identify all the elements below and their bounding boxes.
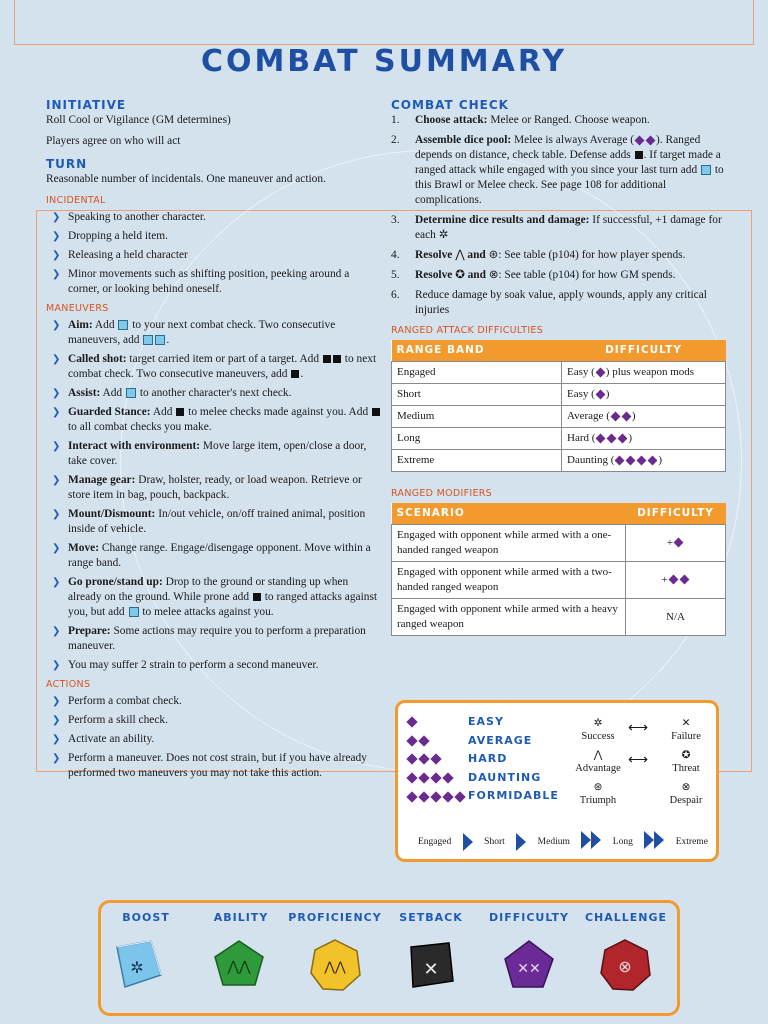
maneuver-name: Prepare: — [68, 625, 111, 637]
triumph-icon: ⊛ — [488, 249, 499, 261]
svg-text:✕: ✕ — [423, 959, 439, 979]
setback-die-icon — [403, 937, 459, 993]
range-label: Long — [612, 836, 633, 847]
difficulty-daunting: DAUNTING — [468, 770, 542, 784]
advantage-legend — [568, 749, 628, 775]
difficulty-cell: + — [626, 562, 726, 599]
maneuver-name: Interact with environment: — [68, 440, 201, 452]
difficulty-die-icon — [621, 412, 631, 422]
table-row — [392, 384, 726, 406]
difficulty-die-icon — [679, 575, 689, 585]
difficulty-cell: Hard ( ) — [562, 428, 726, 450]
list-item — [46, 439, 382, 469]
actions-heading: ACTIONS — [46, 679, 91, 690]
list-item: ❯ Perform a combat check. — [46, 694, 382, 709]
difficulty-die-icon — [418, 735, 429, 746]
range-band-cell: Extreme — [392, 450, 562, 472]
difficulty-die-icon — [406, 735, 417, 746]
maneuver-name: Guarded Stance: — [68, 406, 151, 418]
triumph-icon: ⊛ — [593, 782, 603, 793]
setback-die-icon — [323, 355, 331, 363]
difficulty-die-icon — [607, 434, 617, 444]
dice-legend-box — [395, 700, 719, 862]
svg-text:⊗: ⊗ — [618, 959, 632, 976]
opposes-arrow-icon: ⟷ — [628, 721, 649, 736]
range-label: Medium — [537, 836, 570, 847]
column-header: RANGE BAND — [392, 340, 562, 362]
difficulty-die-icon — [648, 456, 658, 466]
boost-die-icon — [701, 165, 711, 175]
difficulty-die-icon — [442, 772, 453, 783]
table-row — [392, 599, 726, 636]
page-title: COMBAT SUMMARY — [200, 44, 568, 79]
list-item: ❯ Speaking to another character. — [46, 210, 382, 225]
actions-list — [46, 694, 382, 781]
step-name: Determine dice results and damage: — [415, 214, 590, 226]
setback-die-icon — [253, 593, 261, 601]
difficulty-die-icon — [618, 434, 628, 444]
incidental-list — [46, 210, 382, 297]
difficulty-die-icon — [406, 717, 417, 728]
step-text: and — [467, 269, 486, 281]
list-item — [46, 405, 382, 435]
dice-types-box — [98, 900, 680, 1016]
right-column — [391, 98, 726, 636]
setback-label: SETBACK — [399, 911, 463, 924]
threat-icon: ✪ — [455, 269, 465, 281]
difficulty-die-icon — [626, 456, 636, 466]
difficulty-formidable: FORMIDABLE — [468, 789, 559, 803]
table-row — [392, 362, 726, 384]
difficulty-hard: HARD — [468, 752, 508, 766]
maneuver-name: Called shot: — [68, 353, 127, 365]
ranged-modifiers-table — [391, 503, 726, 636]
list-item — [391, 133, 726, 208]
step-text: : See table (p104) for how GM spends. — [498, 269, 676, 281]
step-name: Resolve — [415, 249, 453, 261]
left-column — [46, 98, 382, 785]
proficiency-label: PROFICIENCY — [288, 911, 382, 924]
svg-text:⋀⋀: ⋀⋀ — [227, 960, 251, 975]
difficulty-die-icon — [418, 791, 429, 802]
difficulty-die-icon — [637, 456, 647, 466]
step-text: : See table (p104) for how player spends. — [498, 249, 686, 261]
svg-text:✲: ✲ — [130, 960, 144, 977]
difficulty-die-icon — [595, 368, 605, 378]
boost-label: BOOST — [122, 911, 170, 924]
list-item: ❯ Dropping a held item. — [46, 229, 382, 244]
difficulty-cell: + — [626, 525, 726, 562]
difficulty-die-icon — [430, 772, 441, 783]
maneuver-text: Move large item, open/close a door, take cover. — [68, 440, 367, 467]
maneuvers-list — [46, 318, 382, 673]
table-row — [392, 562, 726, 599]
range-label: Extreme — [675, 836, 708, 847]
difficulty-easy: EASY — [468, 715, 504, 728]
list-item — [46, 507, 382, 537]
difficulty-die-icon — [635, 135, 645, 145]
difficulty-die-icon — [418, 754, 429, 765]
threat-icon: ✪ — [681, 750, 691, 761]
maneuver-text: Drop to the ground or standing up when already on the ground. While prone add — [68, 576, 349, 603]
maneuver-text: to ranged attacks against you, but add — [68, 591, 378, 618]
difficulty-cell: Easy ( ) — [562, 384, 726, 406]
column-header: DIFFICULTY — [626, 503, 726, 525]
difficulty-die-icon — [406, 754, 417, 765]
range-double-arrow-icon — [581, 831, 601, 852]
list-item — [46, 386, 382, 401]
difficulty-die-icon — [595, 390, 605, 400]
maneuver-text: Change range. Engage/disengage opponent. Move within a range band. — [68, 542, 371, 569]
difficulty-die-icon — [610, 412, 620, 422]
initiative-heading: INITIATIVE — [46, 98, 127, 112]
svg-text:✕✕: ✕✕ — [517, 962, 541, 977]
challenge-label: CHALLENGE — [584, 911, 668, 924]
despair-icon: ⊗ — [681, 782, 691, 793]
step-text: and — [467, 249, 486, 261]
list-item — [46, 318, 382, 348]
list-item — [46, 352, 382, 382]
difficulty-die-icon — [615, 456, 625, 466]
ability-die-icon — [211, 937, 267, 993]
range-band-cell: Long — [392, 428, 562, 450]
range-double-arrow-icon — [644, 831, 664, 852]
maneuver-text: Add — [152, 406, 173, 418]
opposes-arrow-icon: ⟷ — [628, 753, 649, 768]
maneuvers-heading: MANEUVERS — [46, 303, 109, 314]
difficulty-die-icon — [430, 754, 441, 765]
boost-die-icon — [143, 335, 153, 345]
maneuver-text: In/out vehicle, on/off trained animal, position inside of vehicle. — [68, 508, 366, 535]
symbol-label: Success — [581, 731, 615, 742]
initiative-line-1: Roll Cool or Vigilance (GM determines) — [46, 114, 231, 126]
list-item — [46, 541, 382, 571]
step-number: 6. — [391, 289, 400, 301]
despair-legend — [656, 781, 716, 807]
difficulty-die-icon — [646, 135, 656, 145]
step-text: to this Brawl or Melee check. See page 108 for additional complications. — [415, 164, 724, 206]
maneuver-name: Go prone/stand up: — [68, 576, 163, 588]
setback-die-icon — [635, 151, 643, 159]
advantage-icon: ⋀ — [455, 249, 465, 261]
step-name: Assemble dice pool: — [415, 134, 512, 146]
maneuver-text: to next combat check. Two consecutive maneuvers, add — [68, 353, 377, 380]
range-band-scale — [418, 831, 708, 852]
list-item — [391, 113, 726, 128]
combat-check-heading: COMBAT CHECK — [391, 98, 509, 112]
step-text: If successful, +1 damage for each — [415, 214, 722, 241]
table-header-row — [392, 340, 726, 362]
step-name: Choose attack: — [415, 114, 488, 126]
difficulty-die-icon — [674, 538, 684, 548]
maneuver-text: Add — [102, 387, 123, 399]
maneuver-name: Mount/Dismount: — [68, 508, 156, 520]
boost-die-icon — [129, 607, 139, 617]
difficulty-levels — [468, 713, 559, 806]
maneuver-name: Move: — [68, 542, 99, 554]
difficulty-die-icon — [596, 434, 606, 444]
difficulty-cell: Average ( ) — [562, 406, 726, 428]
ranged-difficulties-table — [391, 340, 726, 472]
difficulty-die-icon — [418, 772, 429, 783]
setback-die-icon — [291, 370, 299, 378]
range-band-cell: Short — [392, 384, 562, 406]
list-item — [46, 624, 382, 654]
difficulty-die-icon — [668, 575, 678, 585]
boost-die-icon — [155, 335, 165, 345]
step-text: Reduce damage by soak value, apply wounds, apply any critical injuries — [415, 289, 707, 316]
maneuver-text: target carried item or part of a target. Add — [129, 353, 320, 365]
background-frame-outer — [14, 0, 754, 45]
pyramid-row — [406, 732, 466, 751]
difficulty-die-icon — [454, 791, 465, 802]
list-item — [391, 248, 726, 263]
list-item — [391, 268, 726, 283]
boost-die-icon — [126, 388, 136, 398]
triumph-legend — [568, 781, 628, 807]
list-item: ❯ You may suffer 2 strain to perform a second maneuver. — [46, 658, 382, 673]
combat-check-steps — [391, 113, 726, 318]
pyramid-row — [406, 769, 466, 788]
step-text: Melee or Ranged. Choose weapon. — [490, 114, 650, 126]
pyramid-row — [406, 787, 466, 806]
maneuver-name: Aim: — [68, 319, 93, 331]
boost-die-icon — [118, 320, 128, 330]
difficulty-cell: N/A — [626, 599, 726, 636]
step-name: Resolve — [415, 269, 453, 281]
proficiency-die-icon — [307, 937, 363, 993]
maneuver-text: Draw, holster, ready, or load weapon. Retrieve or store item in bag, pouch, backpack. — [68, 474, 362, 501]
pyramid-row — [406, 713, 466, 732]
symbol-label: Advantage — [575, 763, 621, 774]
difficulty-cell: Daunting ( ) — [562, 450, 726, 472]
ranged-difficulties-body — [392, 362, 726, 472]
difficulty-label: DIFFICULTY — [488, 911, 569, 924]
scenario-cell: Engaged with opponent while armed with a one-handed ranged weapon — [392, 525, 626, 562]
table-header-row — [392, 503, 726, 525]
list-item: ❯ Releasing a held character — [46, 248, 382, 263]
ranged-modifiers-heading: RANGED MODIFIERS — [391, 488, 493, 499]
maneuver-text: to all combat checks you make. — [68, 421, 212, 433]
scenario-cell: Engaged with opponent while armed with a heavy ranged weapon — [392, 599, 626, 636]
list-item: ❯ Minor movements such as shifting position, peeking around a corner, or looking behind oneself. — [46, 267, 382, 297]
difficulty-cell: Easy ( ) plus weapon mods — [562, 362, 726, 384]
maneuver-text: . — [166, 334, 170, 346]
range-band-cell: Medium — [392, 406, 562, 428]
maneuver-text: to melee attacks against you. — [142, 606, 274, 618]
threat-legend — [656, 749, 716, 775]
difficulty-die-icon — [442, 791, 453, 802]
maneuver-text: Some actions may require you to perform a preparation maneuver. — [68, 625, 366, 652]
step-number: 5. — [391, 269, 400, 281]
range-arrow-icon — [516, 833, 526, 851]
range-label: Engaged — [418, 836, 452, 847]
despair-icon: ⊗ — [488, 269, 499, 281]
step-number: 2. — [391, 134, 400, 146]
list-item — [46, 575, 382, 620]
pyramid-row — [406, 750, 466, 769]
difficulty-die-icon — [501, 937, 557, 993]
success-legend — [568, 717, 628, 743]
step-text: ). Ranged depends on distance, check table. Defense adds — [415, 134, 701, 161]
difficulty-die-icon — [406, 772, 417, 783]
maneuver-text: to another character's next check. — [139, 387, 292, 399]
step-number: 1. — [391, 114, 400, 126]
range-label: Short — [484, 836, 505, 847]
column-header: SCENARIO — [392, 503, 626, 525]
column-header: DIFFICULTY — [562, 340, 726, 362]
symbol-label: Failure — [671, 731, 701, 742]
incidental-heading: INCIDENTAL — [46, 195, 106, 206]
list-item — [391, 288, 726, 318]
failure-legend — [656, 717, 716, 743]
maneuver-name: Manage gear: — [68, 474, 136, 486]
ranged-modifiers-body — [392, 525, 726, 636]
svg-text:⋀⋀: ⋀⋀ — [324, 959, 346, 974]
ranged-difficulties-heading: RANGED ATTACK DIFFICULTIES — [391, 325, 544, 336]
difficulty-die-icon — [406, 791, 417, 802]
range-band-cell: Engaged — [392, 362, 562, 384]
step-number: 4. — [391, 249, 400, 261]
step-text: . If target made a ranged attack while engaged with you since your last turn add — [415, 149, 721, 176]
boost-die-icon — [111, 937, 167, 993]
failure-icon: ✕ — [681, 718, 691, 729]
range-arrow-icon — [463, 833, 473, 851]
success-icon: ✲ — [438, 229, 449, 241]
turn-heading: TURN — [46, 157, 88, 171]
list-item: ❯ Perform a skill check. — [46, 713, 382, 728]
success-icon: ✲ — [593, 718, 603, 729]
difficulty-pyramid — [406, 713, 466, 806]
initiative-line-2: Players agree on who will act — [46, 135, 181, 147]
list-item — [391, 213, 726, 243]
table-row — [392, 450, 726, 472]
maneuver-text: to melee checks made against you. Add — [188, 406, 369, 418]
symbol-label: Triumph — [579, 795, 617, 806]
symbol-label: Despair — [669, 795, 703, 806]
difficulty-die-icon — [430, 791, 441, 802]
turn-text: Reasonable number of incidentals. One maneuver and action. — [46, 173, 326, 185]
list-item — [46, 473, 382, 503]
maneuver-text: to your next combat check. Two consecutive maneuvers, add — [68, 319, 336, 346]
maneuver-text: Add — [94, 319, 115, 331]
setback-die-icon — [372, 408, 380, 416]
list-item: ❯ Perform a maneuver. Does not cost strain, but if you have already performed two maneuvers you may not take this action. — [46, 751, 382, 781]
setback-die-icon — [333, 355, 341, 363]
step-number: 3. — [391, 214, 400, 226]
table-row — [392, 428, 726, 450]
advantage-icon: ⋀ — [593, 750, 603, 761]
table-row — [392, 406, 726, 428]
ability-label: ABILITY — [213, 911, 269, 924]
list-item: ❯ Activate an ability. — [46, 732, 382, 747]
setback-die-icon — [176, 408, 184, 416]
difficulty-average: AVERAGE — [468, 733, 533, 747]
scenario-cell: Engaged with opponent while armed with a two-handed ranged weapon — [392, 562, 626, 599]
table-row — [392, 525, 726, 562]
maneuver-name: Assist: — [68, 387, 101, 399]
challenge-die-icon — [597, 937, 653, 993]
maneuver-text: . — [300, 368, 304, 380]
symbol-label: Threat — [672, 763, 700, 774]
step-text: Melee is always Average ( — [514, 134, 635, 146]
